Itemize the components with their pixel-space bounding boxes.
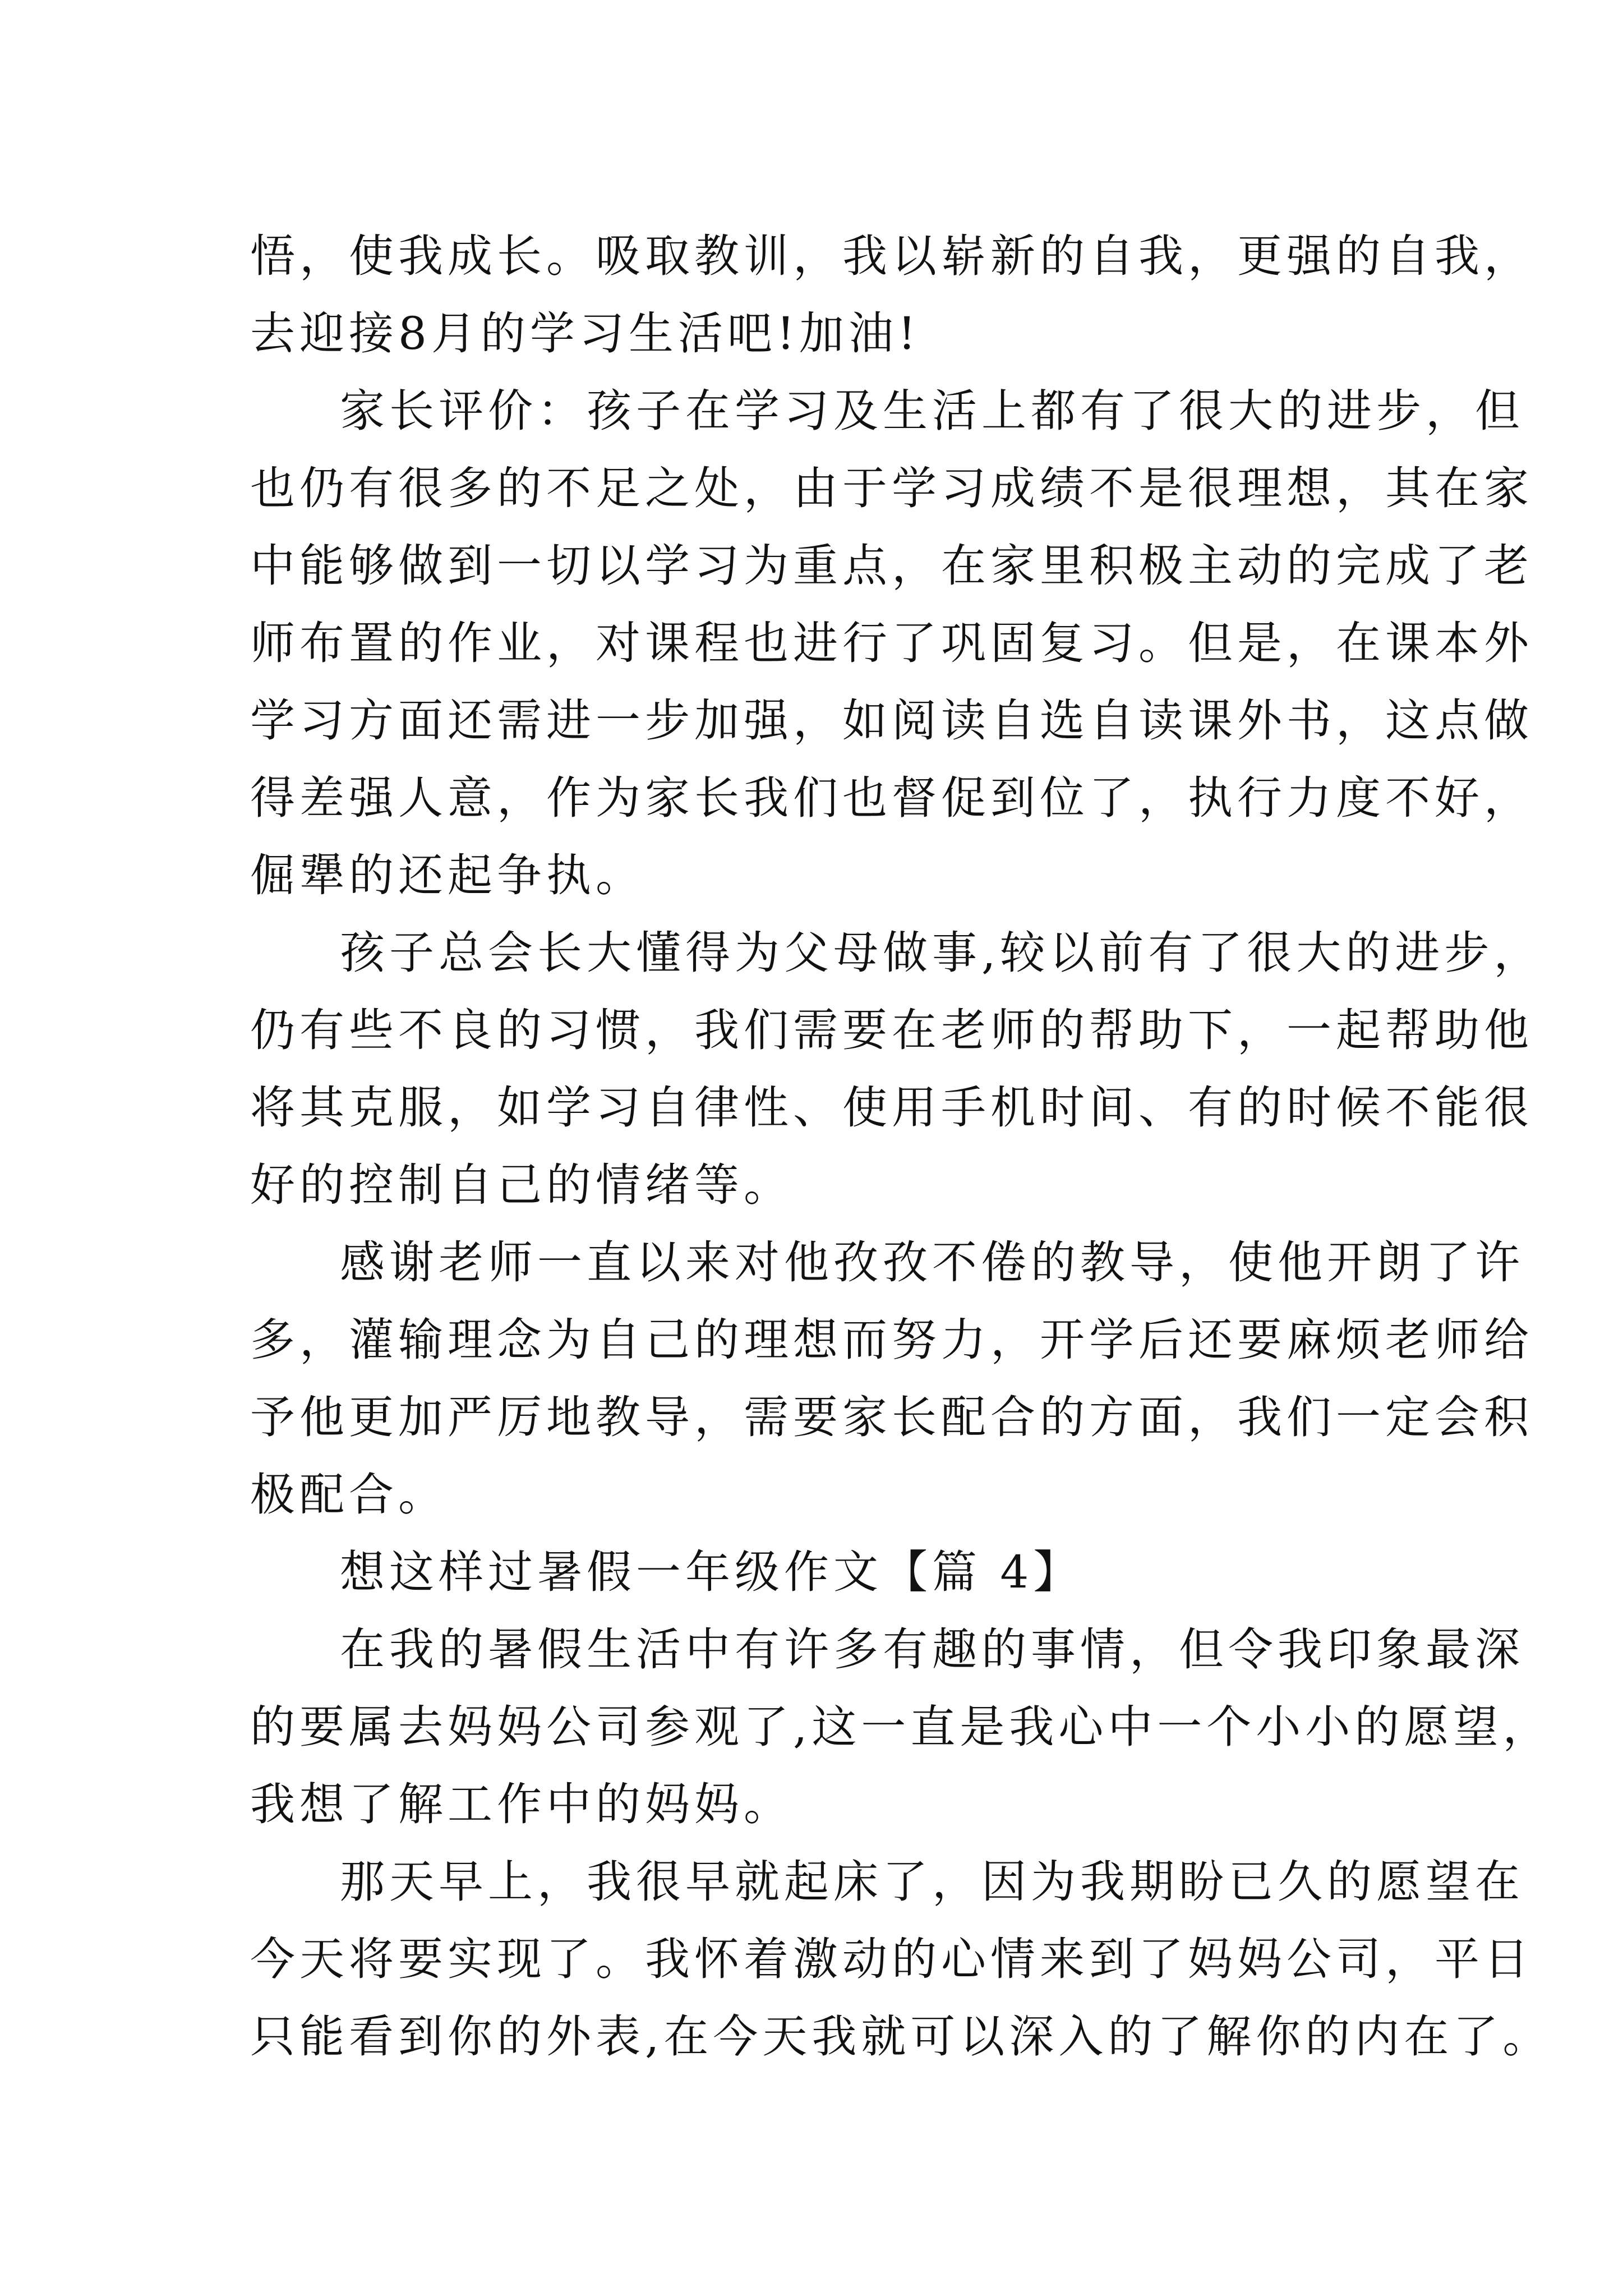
text-line: 极配合。 <box>250 1469 448 1521</box>
text-line: 予他更加严厉地教导，需要家长配合的方面，我们一定会积 <box>250 1391 1533 1443</box>
text-line: 好的控制自己的情绪等。 <box>250 1159 793 1211</box>
text-line: 得差强人意，作为家长我们也督促到位了，执行力度不好， <box>250 772 1533 824</box>
text-line: 也仍有很多的不足之处，由于学习成绩不是很理想，其在家 <box>250 462 1533 514</box>
text-line: 师布置的作业，对课程也进行了巩固复习。但是，在课本外 <box>250 617 1533 669</box>
section-heading: 想这样过暑假一年级作文【篇 4】 <box>340 1546 1083 1598</box>
text-line: 孩子总会长大懂得为父母做事,较以前有了很大的进步， <box>340 927 1543 979</box>
document-body <box>250 218 1552 2076</box>
text-line: 感谢老师一直以来对他孜孜不倦的教导，使他开朗了许 <box>340 1236 1524 1289</box>
text-line: 在我的暑假生活中有许多有趣的事情，但令我印象最深 <box>340 1623 1524 1676</box>
text-line: 仍有些不良的习惯，我们需要在老师的帮助下，一起帮助他 <box>250 1004 1533 1056</box>
text-line: 悟，使我成长。吸取教训，我以崭新的自我，更强的自我， <box>250 230 1533 282</box>
text-line: 今天将要实现了。我怀着激动的心情来到了妈妈公司，平日 <box>250 1933 1533 1985</box>
text-line: 的要属去妈妈公司参观了,这一直是我心中一个小小的愿望， <box>250 1701 1552 1753</box>
text-line: 家长评价：孩子在学习及生活上都有了很大的进步，但 <box>340 385 1524 437</box>
text-line: 多，灌输理念为自己的理想而努力，开学后还要麻烦老师给 <box>250 1314 1533 1366</box>
text-line: 那天早上，我很早就起床了，因为我期盼已久的愿望在 <box>340 1856 1524 1908</box>
text-line: 将其克服，如学习自律性、使用手机时间、有的时候不能很 <box>250 1082 1533 1134</box>
text-line: 我想了解工作中的妈妈。 <box>250 1778 793 1830</box>
text-line: 只能看到你的外表,在今天我就可以深入的了解你的内在了。 <box>250 2010 1552 2063</box>
text-line: 去迎接8月的学习生活吧!加油! <box>250 307 921 360</box>
text-line: 学习方面还需进一步加强，如阅读自选自读课外书，这点做 <box>250 694 1533 747</box>
text-line: 倔犟的还起争执。 <box>250 849 645 901</box>
text-line: 中能够做到一切以学习为重点，在家里积极主动的完成了老 <box>250 540 1533 592</box>
